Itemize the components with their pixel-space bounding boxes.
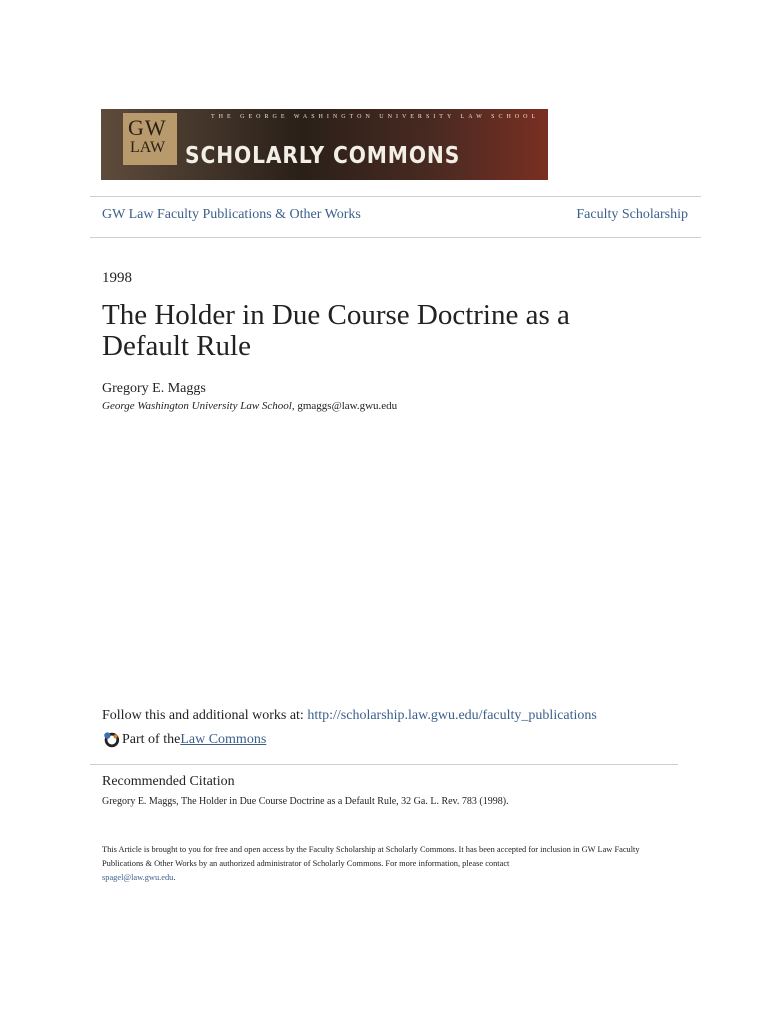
author-affiliation (102, 400, 397, 412)
follow-text: Follow this and additional works at: (102, 708, 308, 723)
access-notice (102, 843, 682, 885)
nav-top-divider (90, 196, 701, 197)
part-of-line (102, 731, 266, 749)
nav-link-faculty-scholarship[interactable]: Faculty Scholarship (576, 207, 688, 222)
banner-tagline: THE GEORGE WASHINGTON UNIVERSITY LAW SCHOOL (211, 114, 540, 120)
nav-bottom-divider (90, 237, 701, 238)
recommended-citation-heading: Recommended Citation (102, 774, 235, 789)
logo-law-text: LAW (130, 139, 166, 156)
scholarly-commons-banner[interactable] (101, 109, 548, 180)
follow-line (102, 708, 597, 724)
banner-title: SCHOLARLY COMMONS (185, 143, 461, 169)
follow-url-link[interactable]: http://scholarship.law.gwu.edu/faculty_publications (307, 708, 597, 723)
nav-link-publications[interactable]: GW Law Faculty Publications & Other Works (102, 207, 361, 222)
author-email[interactable]: , gmaggs@law.gwu.edu (291, 400, 398, 412)
bepress-network-icon (102, 731, 120, 749)
affiliation-name: George Washington University Law School (102, 400, 292, 412)
law-commons-link[interactable]: Law Commons (180, 732, 267, 747)
citation-text: Gregory E. Maggs, The Holder in Due Course Doctrine as a Default Rule, 32 Ga. L. Rev. 783 (1998). (102, 796, 509, 807)
author-name: Gregory E. Maggs (102, 381, 206, 396)
document-title: The Holder in Due Course Doctrine as a Default Rule (102, 299, 570, 362)
logo-gw-text: GW (128, 115, 167, 140)
notice-text: This Article is brought to you for free and open access by the Faculty Scholarship at Scholarly Commons. It has been accepted for inclusion in GW Law Faculty Publications & Other Works by an authorized administrator of Scholarly Commons. For more information, please contact (102, 845, 640, 868)
citation-divider (90, 764, 678, 765)
publication-year: 1998 (102, 270, 132, 286)
part-of-text: Part of the (122, 732, 181, 747)
gw-law-logo (123, 113, 177, 165)
contact-email-link[interactable]: spagel@law.gwu.edu (102, 873, 174, 882)
notice-period: . (173, 873, 176, 882)
